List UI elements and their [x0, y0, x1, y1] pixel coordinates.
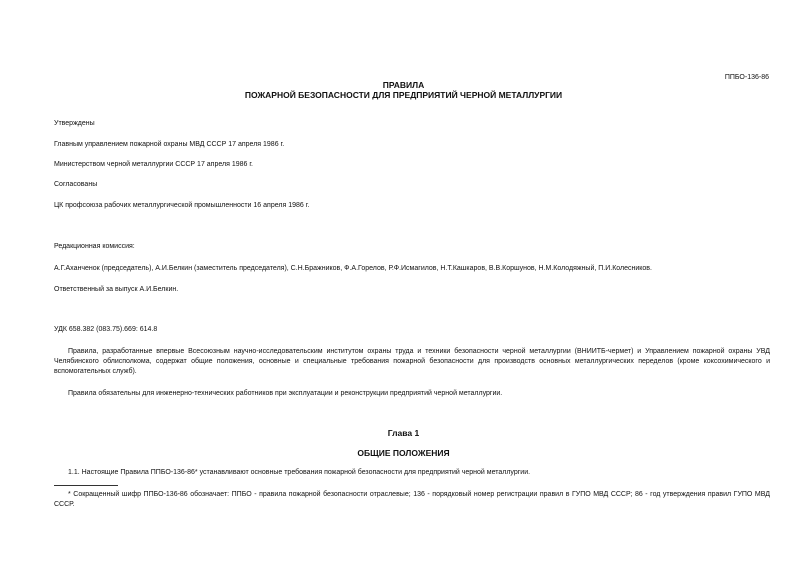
agreed-label: Согласованы: [54, 181, 98, 188]
approved-by-ministry: Министерством черной металлургии СССР 17 апреля 1986 г.: [54, 161, 253, 168]
chapter-title: ОБЩИЕ ПОЛОЖЕНИЯ: [357, 448, 450, 458]
chapter-number: Глава 1: [387, 428, 420, 438]
document-code: ППБО-136-86: [724, 74, 769, 81]
intro-paragraph-2: Правила обязательны для инженерно-технических работников при эксплуатации и реконструкции предприятий черной металлургии.: [68, 390, 503, 397]
udc-code: УДК 658.382 (083.75).669: 614.8: [54, 326, 158, 333]
agreed-by-union: ЦК профсоюза рабочих металлургической промышленности 16 апреля 1986 г.: [54, 202, 310, 209]
responsible-person: Ответственный за выпуск А.И.Белкин.: [54, 286, 179, 293]
commission-heading: Редакционная комиссия:: [54, 243, 135, 250]
approved-by-mvd: Главным управлением пожарной охраны МВД СССР 17 апреля 1986 г.: [54, 141, 285, 148]
title-line-2: ПОЖАРНОЙ БЕЗОПАСНОСТИ ДЛЯ ПРЕДПРИЯТИЙ ЧЕРНОЙ МЕТАЛЛУРГИИ: [244, 90, 563, 100]
footnote-divider: [54, 485, 118, 486]
approved-label: Утверждены: [54, 120, 95, 127]
footnote: * Сокращенный шифр ППБО-136-86 обозначает: ППБО - правила пожарной безопасности отраслевые; 136 - порядковый номер регистрации правил в ГУПО МВД СССР; 86 - год утверждения правил ГУПО МВД СССР.: [54, 491, 770, 508]
title-line-1: ПРАВИЛА: [382, 80, 425, 90]
commission-members: А.Г.Аханченок (председатель), А.И.Белкин (заместитель председателя), С.Н.Бражников, Ф.А.Горелов, Р.Ф.Исмагилов, Н.Т.Кашкаров, В.В.Коршунов, Н.М.Колодяжный, П.И.Колесников.: [54, 265, 652, 272]
intro-paragraph-1: Правила, разработанные впервые Всесоюзным научно-исследовательским институтом охраны труда и техники безопасности черной металлургии (ВНИИТБ-чермет) и Управлением пожарной охраны УВД Челябинского облисполкома, содержат общие положения, основные и специальные требования пожарной безопасности для производств основных металлургических переделов (кроме коксохимического и вспомогательных служб).: [54, 348, 770, 375]
clause-1-1: 1.1. Настоящие Правила ППБО-136-86* устанавливают основные требования пожарной безопасности для предприятий черной металлургии.: [68, 469, 531, 476]
